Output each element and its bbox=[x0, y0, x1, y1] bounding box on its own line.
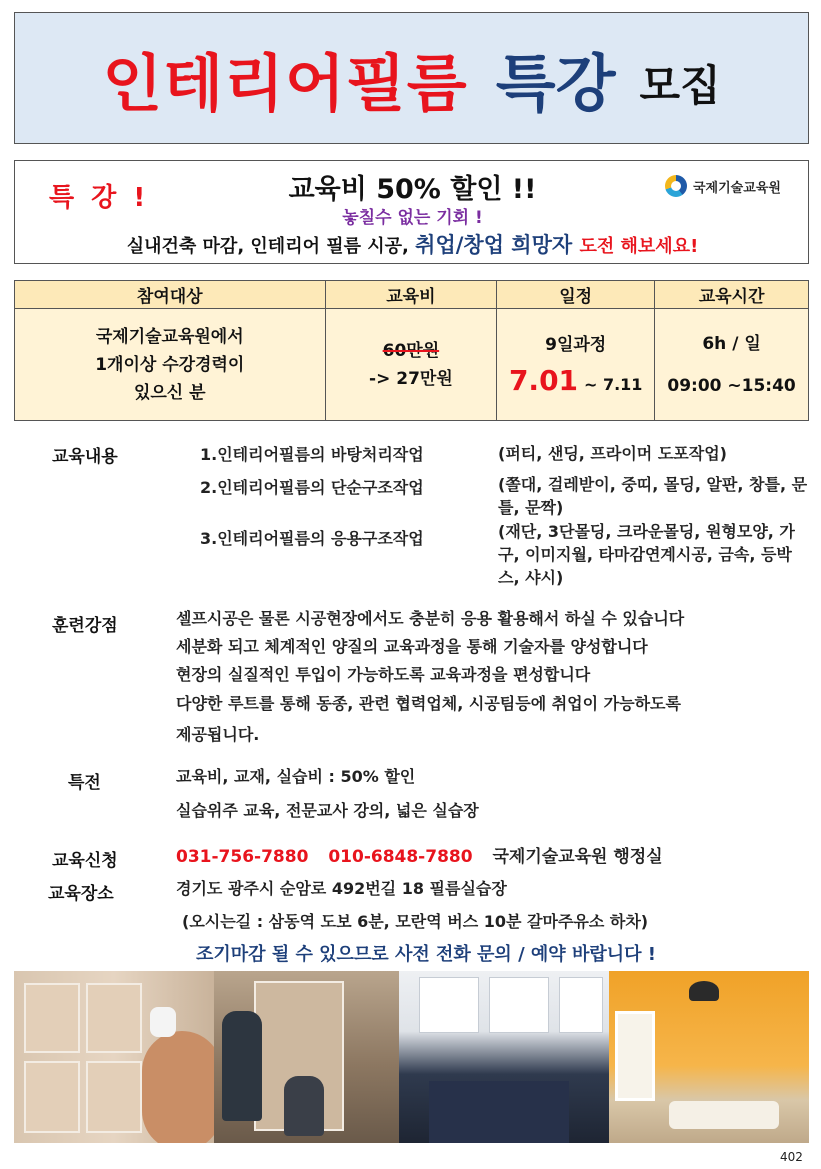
phone-office[interactable]: 031-756-7880 bbox=[176, 847, 309, 867]
strength-line: 제공됩니다. bbox=[176, 725, 260, 744]
course-info-table bbox=[14, 280, 809, 421]
header-hours: 교육시간 bbox=[655, 281, 809, 309]
course-item-title: 3.인테리어필름의 응용구조작업 bbox=[200, 529, 424, 548]
institute-logo bbox=[665, 175, 781, 197]
strengths-label: 훈련강점 bbox=[52, 616, 118, 636]
header-target: 참여대상 bbox=[15, 281, 326, 309]
cell-hours bbox=[655, 309, 809, 421]
schedule-start: 7.01 bbox=[508, 363, 579, 397]
location-address: 경기도 광주시 순암로 492번길 18 필름실습장 bbox=[176, 879, 507, 898]
apply-label: 교육신청 bbox=[52, 851, 118, 871]
location-label: 교육장소 bbox=[48, 884, 114, 904]
fee-discounted: -> 27만원 bbox=[369, 368, 453, 389]
logo-emblem-icon bbox=[665, 175, 687, 197]
photo-strip bbox=[14, 971, 809, 1143]
photo-workers-installing bbox=[214, 971, 399, 1143]
photo-wall-panel-work bbox=[14, 971, 214, 1143]
chance-text: 놓칠수 없는 기회 ! bbox=[342, 208, 483, 228]
table-row bbox=[15, 309, 809, 421]
promo-box bbox=[14, 160, 809, 264]
schedule-course: 9일과정 bbox=[545, 334, 607, 355]
photo-kitchen bbox=[399, 971, 609, 1143]
header-fee: 교육비 bbox=[325, 281, 497, 309]
course-item-title: 2.인테리어필름의 단순구조작업 bbox=[200, 478, 424, 497]
apply-office: 국제기술교육원 행정실 bbox=[492, 847, 663, 867]
promo-line-blue: 취업/창업 희망자 bbox=[415, 233, 580, 257]
target-line: 국제기술교육원에서 bbox=[95, 326, 244, 347]
benefit-line: 실습위주 교육, 전문교사 강의, 넓은 실습장 bbox=[176, 801, 479, 820]
promo-line-plain: 실내건축 마감, 인테리어 필름 시공, bbox=[126, 236, 416, 257]
reservation-notice: 조기마감 될 수 있으므로 사전 전화 문의 / 예약 바랍니다 ! bbox=[196, 944, 656, 965]
header-schedule: 일정 bbox=[497, 281, 655, 309]
special-label: 특 강 ! bbox=[49, 183, 150, 213]
location-directions: (오시는길 : 삼동역 도보 6분, 모란역 버스 10분 갈마주유소 하차) bbox=[182, 912, 649, 931]
title-banner bbox=[14, 12, 809, 144]
title-special: 특강 bbox=[495, 46, 616, 120]
discount-headline: 교육비 50% 할인 !! bbox=[288, 174, 537, 205]
cell-target bbox=[15, 309, 326, 421]
benefit-line: 교육비, 교재, 실습비 : 50% 할인 bbox=[176, 767, 416, 786]
logo-text: 국제기술교육원 bbox=[693, 180, 781, 196]
benefits-label: 특전 bbox=[68, 773, 101, 793]
hours-per-day: 6h / 일 bbox=[702, 333, 761, 354]
photo-living-room bbox=[609, 971, 809, 1143]
title-recruit: 모집 bbox=[639, 61, 721, 110]
strength-line: 세분화 되고 체계적인 양질의 교육과정을 통해 기술자를 양성합니다 bbox=[176, 637, 648, 656]
phone-mobile[interactable]: 010-6848-7880 bbox=[328, 847, 473, 867]
target-line: 있으신 분 bbox=[133, 382, 206, 403]
strength-line: 셀프시공은 물론 시공현장에서도 충분히 응용 활용해서 하실 수 있습니다 bbox=[176, 609, 685, 628]
apply-contacts bbox=[176, 843, 663, 872]
fee-original: 60만원 bbox=[382, 340, 440, 361]
promo-line-red: 도전 해보세요! bbox=[579, 236, 699, 257]
strength-line: 다양한 루트를 통해 동종, 관련 협력업체, 시공팀등에 취업이 가능하도록 bbox=[176, 694, 681, 713]
schedule-dates bbox=[497, 363, 654, 399]
course-item-detail: (재단, 3단몰딩, 크라운몰딩, 원형모양, 가구, 이미지월, 타마감연계시공, 금속, 등박스, 샤시) bbox=[498, 522, 795, 587]
promo-target-line bbox=[15, 229, 810, 259]
course-item-detail: (퍼티, 샌딩, 프라이머 도포작업) bbox=[498, 444, 727, 463]
course-item-title: 1.인테리어필름의 바탕처리작업 bbox=[200, 445, 424, 464]
cell-fee bbox=[325, 309, 497, 421]
table-header-row bbox=[15, 281, 809, 309]
strength-line: 현장의 실질적인 투입이 가능하도록 교육과정을 편성합니다 bbox=[176, 665, 591, 684]
title-main: 인테리어필름 bbox=[102, 46, 468, 120]
schedule-end: ~ 7.11 bbox=[583, 374, 643, 394]
target-line: 1개이상 수강경력이 bbox=[95, 354, 245, 375]
cell-schedule bbox=[497, 309, 655, 421]
hours-range: 09:00 ~15:40 bbox=[667, 375, 796, 396]
course-item-detail: (쫄대, 걸레받이, 중띠, 몰딩, 알판, 창틀, 문틀, 문짝) bbox=[498, 475, 808, 517]
page-number: 402 bbox=[780, 1150, 803, 1164]
content-label: 교육내용 bbox=[52, 447, 118, 467]
